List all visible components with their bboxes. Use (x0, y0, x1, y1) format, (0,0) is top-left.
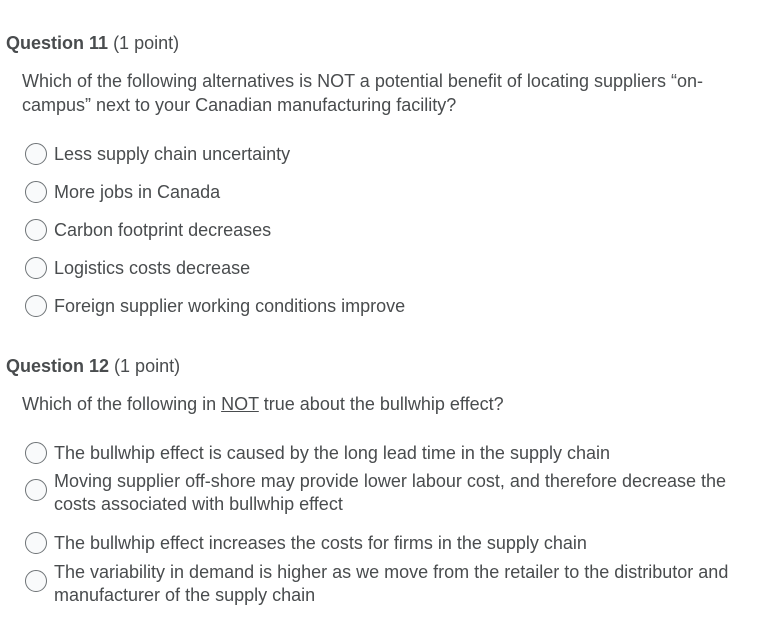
question-text-part: Which of the following in (22, 394, 222, 414)
option-label: The bullwhip effect increases the costs for firms in the supply chain (54, 533, 587, 553)
question-11-option-2[interactable] (25, 181, 755, 204)
question-12-option-3[interactable] (25, 532, 755, 555)
option-label: Logistics costs decrease (54, 258, 251, 278)
option-label: Foreign supplier working conditions improve (54, 296, 406, 316)
option-label: Less supply chain uncertainty (54, 144, 291, 164)
question-12-text (22, 392, 752, 416)
radio-button[interactable] (25, 479, 47, 501)
question-11-header (6, 32, 179, 54)
option-label: The variability in demand is higher as we move from the retailer to the distributor and manufacturer of the supply chain (54, 562, 729, 605)
question-12-option-1[interactable] (25, 442, 755, 465)
question-points: (1 point) (113, 33, 180, 53)
option-label: Carbon footprint decreases (54, 220, 272, 240)
option-label: Moving supplier off-shore may provide lower labour cost, and therefore decrease the costs associated with bullwhip effect (54, 471, 727, 514)
radio-button[interactable] (25, 257, 47, 279)
question-11-option-1[interactable] (25, 143, 755, 166)
radio-button[interactable] (25, 442, 47, 464)
radio-button[interactable] (25, 181, 47, 203)
radio-button[interactable] (25, 219, 47, 241)
question-12-option-4[interactable] (25, 561, 755, 607)
radio-button[interactable] (25, 570, 47, 592)
question-text-emphasis: NOT (221, 394, 259, 414)
question-points: (1 point) (114, 356, 181, 376)
question-number: Question 11 (6, 33, 109, 53)
question-11-option-3[interactable] (25, 219, 755, 242)
question-12-header (6, 355, 180, 377)
question-11-text: Which of the following alternatives is NOT a potential benefit of locating suppliers “on-campus” next to your Canadian manufacturing facility? (22, 71, 704, 115)
question-text-part: true about the bullwhip effect? (258, 394, 504, 414)
radio-button[interactable] (25, 295, 47, 317)
question-12-option-2[interactable] (25, 470, 755, 516)
radio-button[interactable] (25, 532, 47, 554)
question-11-option-4[interactable] (25, 257, 755, 280)
option-label: The bullwhip effect is caused by the long lead time in the supply chain (54, 443, 611, 463)
question-11-option-5[interactable] (25, 295, 755, 318)
question-number: Question 12 (6, 356, 110, 376)
radio-button[interactable] (25, 143, 47, 165)
option-label: More jobs in Canada (54, 182, 221, 202)
